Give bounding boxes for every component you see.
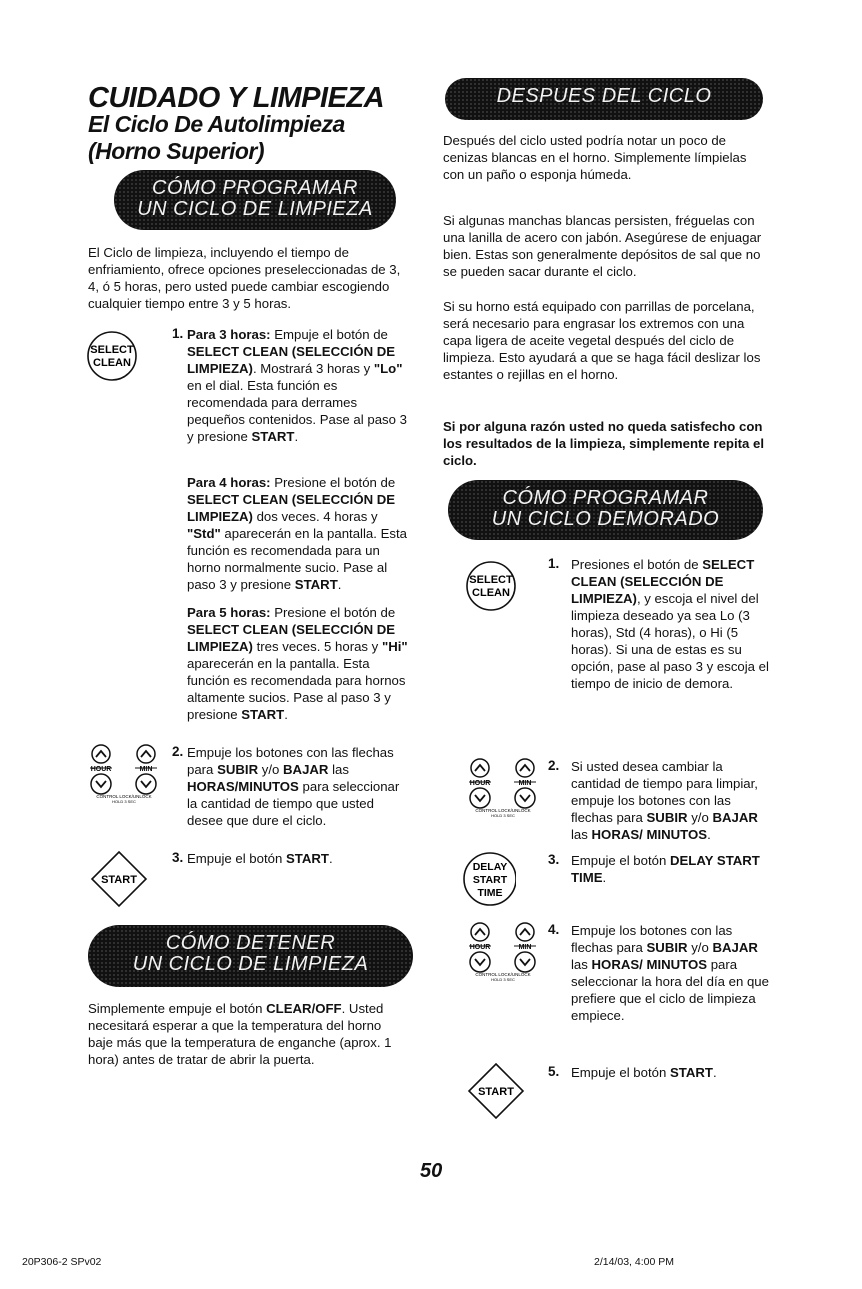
icon-label: HOUR [90,766,112,773]
keyword: SELECT CLEAN (SELECCIÓN DE LIMPIEZA) [571,557,755,606]
page-number: 50 [420,1160,443,1182]
icon-label: SELECT [469,574,513,586]
stop-paragraph [88,1000,406,1068]
text: Empuje el botón de [270,327,388,342]
section-title: CUIDADO Y LIMPIEZA [88,82,385,114]
text: dos veces. 4 horas y [252,509,378,524]
button-name: SELECT CLEAN (SELECCIÓN DE LIMPIEZA) [187,344,396,376]
text: en el dial. Esta función es recomendada para derrames pequeños contenidos. Pase al paso 3 y presione [187,378,407,444]
step-3-text [187,850,409,867]
label: Para 4 horas: [187,475,271,490]
icon-label: MIN [518,944,532,951]
icon-label: TIME [477,887,503,899]
text: Empuje el botón [571,1065,670,1080]
label: Para 3 horas: [187,327,271,342]
display-code: "Hi" [381,639,408,654]
icon-label: CLEAN [93,357,131,369]
step-2-text [187,744,409,829]
footer-code: 20P306-2 SPv02 [22,1256,102,1268]
text: Empuje los botones con las flechas para [571,923,733,955]
text: . [328,851,333,866]
start-diamond-icon [465,1060,527,1122]
text: Presione el botón de [270,605,396,620]
step-number: 3. [548,852,560,867]
text: Empuje el botón [571,853,670,868]
pill-line: CÓMO DETENER [165,932,336,954]
text: Presiones el botón de [571,557,703,572]
keyword: BAJAR [712,940,758,955]
icon-label: HOUR [469,944,491,951]
icon-label: START [101,874,137,886]
text: las [571,957,592,972]
keyword: HORAS/ MINUTOS [591,957,708,972]
text: . Mostrará 3 horas y [252,361,374,376]
icon-label: HOLD 3 SEC [491,813,515,818]
icon-label: CLEAN [472,587,510,599]
text: . [294,429,299,444]
step-1-5hours [187,604,409,723]
text: y/o [687,940,713,955]
text: , y escoja el nivel del limpieza deseado ya sea Lo (3 horas), Std (4 horas), o Hi (5 horas). Si una de estas es su opción, pase al paso 3 y escoja el tiempo de inicio de demora. [571,591,769,691]
text: Si usted desea cambiar la cantidad de tiempo para limpiar, empuje los botones con las flechas para [571,759,758,825]
keyword: START [285,851,329,866]
delay-step-3 [571,852,771,886]
icon-label: DELAY [472,861,508,873]
keyword: DELAY START TIME [571,853,760,885]
after-paragraph-2: Si algunas manchas blancas persisten, fréguelas con una lanilla de acero con jabón. Asegúrese de enjuagar bien. Estas son generalmente depósitos de sal que no se pueden sacar durante el ciclo. [443,213,762,279]
icon-label: SELECT [90,344,134,356]
after-paragraph-1: Después del ciclo usted podría notar un poco de cenizas blancas en el horno. Simplemente límpielas con un paño o esponja húmeda. [443,133,747,182]
delay-step-4 [571,922,771,1024]
text: las [571,827,592,842]
icon-label: HOLD 3 SEC [491,977,515,982]
select-clean-icon [465,560,517,612]
heading-pill-after-cycle [445,78,763,120]
hour-min-arrows-icon [465,920,545,982]
text: y/o [258,762,284,777]
pill-line: UN CICLO DE LIMPIEZA [137,198,373,220]
icon-label: CONTROL LOCK/UNLOCK [475,808,531,813]
text: para seleccionar la cantidad de tiempo que usted desee que dure el ciclo. [187,779,400,828]
text: . Usted necesitará esperar a que la temperatura del horno baje más que la temperatura de enganche (aprox. 1 hora) antes de tratar de abrir la puerta. [88,1001,392,1067]
start-diamond-icon [88,848,150,910]
step-number: 3. [172,850,184,865]
icon-label: MIN [139,766,153,773]
step-number: 2. [548,758,560,773]
pill-line: CÓMO PROGRAMAR [502,487,709,509]
step-1-4hours [187,474,409,593]
button-name: SELECT CLEAN (SELECCIÓN DE LIMPIEZA) [187,492,396,524]
heading-pill-delay [448,480,763,540]
text: . [712,1065,717,1080]
text: . [337,577,342,592]
display-code: "Lo" [373,361,403,376]
keyword: START [669,1065,713,1080]
keyword: BAJAR [712,810,758,825]
delay-step-1 [571,556,771,692]
keyword: HORAS/MINUTOS [187,779,299,794]
hour-min-arrows-icon [86,742,166,804]
keyword: CLEAR/OFF [266,1001,342,1016]
step-number: 4. [548,922,560,937]
hour-min-arrows-icon [465,756,545,818]
keyword: SUBIR [217,762,259,777]
icon-label: MIN [518,780,532,787]
text: y/o [687,810,713,825]
text: . [602,870,607,885]
delay-step-5 [571,1064,771,1081]
after-paragraph-3: Si su horno está equipado con parrillas de porcelana, será necesario para engrasar los extremos con una capa ligera de aceite vegetal después del ciclo de limpieza. Esto ayudará a que se haga fácil deslizar los estantes o rejillas en el horno. [443,299,761,382]
button-name: START [294,577,338,592]
text: Presione el botón de [270,475,396,490]
after-paragraph-4: Si por alguna razón usted no queda satisfecho con los resultados de la limpieza, simplemente repita el ciclo. [443,419,765,468]
text: las [328,762,349,777]
step-number: 2. [172,744,184,759]
pill-line: UN CICLO DE LIMPIEZA [132,953,369,975]
label: Para 5 horas: [187,605,271,620]
step-number: 1. [548,556,560,571]
icon-label: CONTROL LOCK/UNLOCK [475,972,531,977]
pill-line: DESPUES DEL CICLO [496,85,712,107]
text: aparecerán en la pantalla. Esta función es recomendada para hornos altamente sucios. Pase al paso 3 y presione [187,656,406,722]
heading-pill-program-clean [114,170,396,230]
button-name: SELECT CLEAN (SELECCIÓN DE LIMPIEZA) [187,622,396,654]
select-clean-icon [86,330,138,382]
pill-line: UN CICLO DEMORADO [491,508,720,530]
step-number: 1. [172,326,184,341]
text: . [284,707,288,722]
keyword: SUBIR [646,810,688,825]
text: Empuje los botones con las flechas para [187,745,394,777]
section-subtitle: El Ciclo De Autolimpieza [88,111,345,137]
footer-timestamp: 2/14/03, 4:00 PM [594,1256,674,1268]
icon-label: START [472,874,508,886]
heading-pill-stop-clean [88,925,413,987]
delay-start-time-icon [460,846,516,912]
icon-label: CONTROL LOCK/UNLOCK [96,794,152,799]
icon-label: START [478,1086,514,1098]
icon-label: HOUR [469,780,491,787]
text: Simplemente empuje el botón [88,1001,267,1016]
text: aparecerán en la pantalla. Esta función es recomendada para un horno normalmente sucio. Pase al paso 3 y presione [187,526,407,592]
section-subtitle-2: (Horno Superior) [88,138,264,164]
keyword: HORAS/ MINUTOS [591,827,708,842]
keyword: SUBIR [646,940,688,955]
keyword: BAJAR [283,762,329,777]
pill-line: CÓMO PROGRAMAR [152,177,358,199]
intro-paragraph: El Ciclo de limpieza, incluyendo el tiempo de enfriamiento, ofrece opciones preseleccionadas de 3, 4, ó 5 horas, pero usted puede cambiar escogiendo cualquier tiempo entre 3 y 5 horas. [88,245,401,311]
text: tres veces. 5 horas y [252,639,382,654]
step-number: 5. [548,1064,560,1079]
button-name: START [251,429,295,444]
text: . [707,827,711,842]
step-1-3hours [187,326,409,445]
text: para seleccionar la hora del día en que prefiere que el ciclo de limpieza empiece. [571,957,769,1023]
display-code: "Std" [187,526,221,541]
button-name: START [241,707,285,722]
icon-label: HOLD 3 SEC [112,799,136,804]
delay-step-2 [571,758,771,843]
text: Empuje el botón [187,851,286,866]
